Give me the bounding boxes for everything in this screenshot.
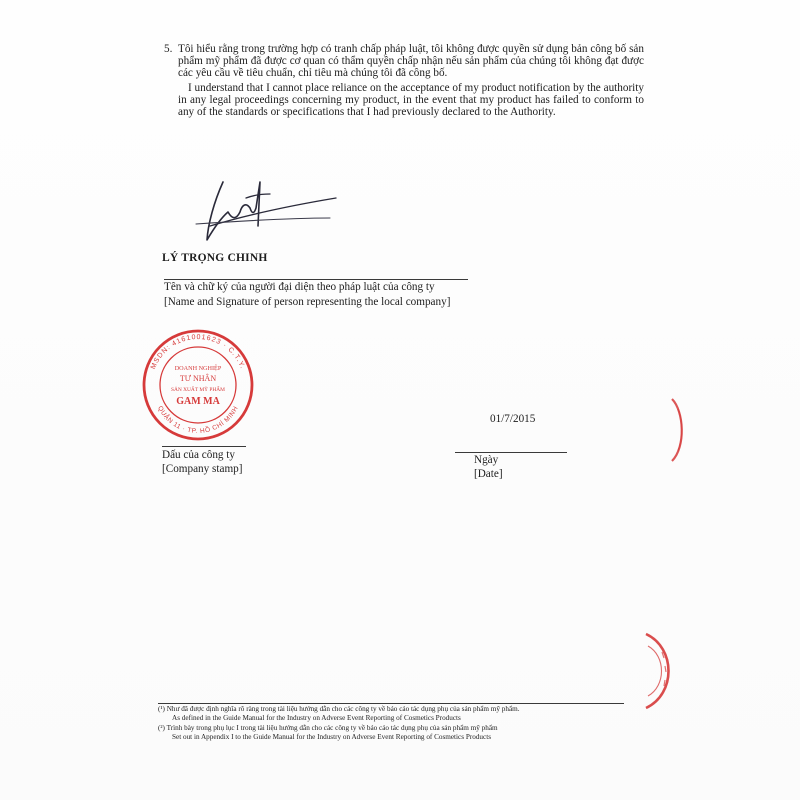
company-stamp-caption-english: [Company stamp] (162, 463, 243, 475)
company-seal (140, 327, 256, 443)
footnotes (158, 705, 628, 742)
handwritten-signature (190, 168, 340, 248)
footnote-2-vietnamese: (²) Trình bày trong phụ lục I trong tài liệu hướng dẫn cho các công ty về báo cáo tác dụng phụ của sản phẩm mỹ phẩm (158, 723, 498, 732)
date-caption-english: [Date] (474, 468, 503, 480)
seal-line-4: GAM MA (176, 396, 220, 407)
footnote-2-english: Set out in Appendix I to the Guide Manual for the Industry on Adverse Event Reporting of Cosmetics Products (172, 732, 491, 741)
footnote-1-english: As defined in the Guide Manual for the Industry on Adverse Event Reporting of Cosmetics Products (172, 714, 461, 723)
company-stamp-caption-vietnamese: Dấu của công ty (162, 449, 236, 461)
footnote-rule (158, 703, 624, 704)
signer-name: LÝ TRỌNG CHINH (162, 252, 268, 264)
date-rule (455, 452, 567, 453)
seal-bottom-text: QUẬN 11 · TP. HỒ CHÍ MINH (156, 404, 240, 436)
edge-seal-fragment-lower (642, 630, 678, 712)
signature-rule (164, 279, 468, 280)
clause-number: 5. (164, 43, 173, 55)
seal-line-3: SẢN XUẤT MỸ PHẨM (171, 387, 225, 393)
signature-caption-english: [Name and Signature of person representing the local company] (164, 296, 451, 308)
footnote-1-vietnamese: (¹) Như đã được định nghĩa rõ ràng trong tài liệu hướng dẫn cho các công ty về báo cáo tác dụng phụ của sản phẩm mỹ phẩm. (158, 705, 520, 713)
clause-vietnamese-text: Tôi hiểu rằng trong trường hợp có tranh chấp pháp luật, tôi không được quyền sử dụng bản công bố sản phẩm mỹ phẩm đã được cơ quan có thẩm quyền chấp nhận nếu sản phẩm của chúng tôi không đạt được các yêu cầu về tiêu chuẩn, chỉ tiêu mà chúng tôi đã công bố. (178, 43, 644, 80)
signature-caption-vietnamese: Tên và chữ ký của người đại diện theo pháp luật của công ty (164, 281, 435, 293)
date-value: 01/7/2015 (490, 413, 536, 425)
seal-line-1: DOANH NGHIỆP (174, 365, 222, 372)
edge-seal-fragment-upper (668, 395, 692, 465)
seal-line-2: TƯ NHÂN (179, 374, 217, 383)
clause-5-vietnamese (164, 43, 644, 80)
company-stamp-rule (162, 446, 246, 447)
clause-5-english: I understand that I cannot place reliance on the acceptance of my product notification by the authority in any legal proceedings concerning my product, in the event that my product has failed to conform to any of the standards or specifications that I had previously declared to the Authority. (178, 82, 644, 119)
date-caption-vietnamese: Ngày (474, 454, 499, 466)
seal-ring-text: MSDN: 4161001623 · C.T.Y. (149, 333, 247, 371)
